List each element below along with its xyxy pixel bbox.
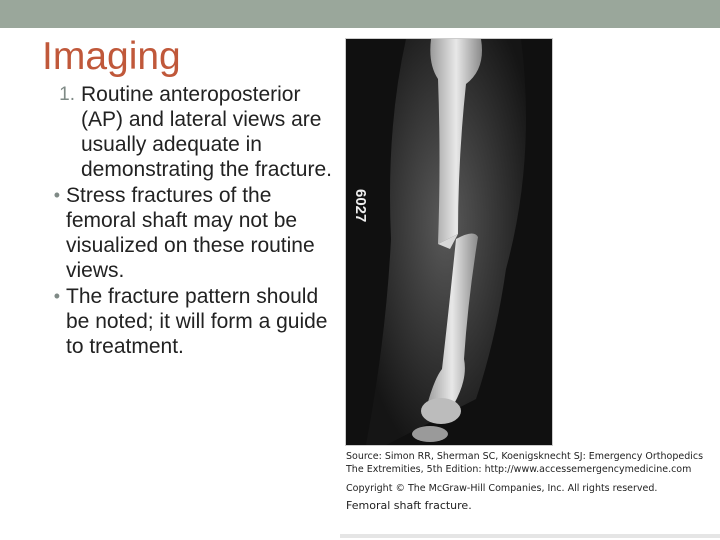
xray-image — [345, 38, 553, 446]
figure-caption-block — [346, 450, 720, 512]
bullet-dot: • — [53, 185, 60, 205]
bullet-text: Stress fractures of the femoral shaft may not be visualized on these routine views. — [66, 184, 315, 282]
slide-header-bar — [0, 0, 720, 28]
divider — [340, 534, 720, 538]
bullet-text: Routine anteroposterior (AP) and lateral views are usually adequate in demonstrating the fracture. — [81, 83, 332, 181]
copyright-text: Copyright © The McGraw-Hill Companies, Inc. All rights reserved. — [346, 483, 658, 494]
xray-marker-label — [352, 189, 369, 222]
source-line-2: The Extremities, 5th Edition: http://www.accessemergencymedicine.com — [346, 464, 692, 475]
slide-title: Imaging — [42, 35, 181, 78]
figure-caption: Femoral shaft fracture. — [346, 499, 472, 512]
bullet-list — [20, 82, 340, 360]
bullet-item — [20, 183, 340, 283]
svg-text:6027: 6027 — [352, 189, 369, 223]
bullet-dot: • — [53, 286, 60, 306]
femur-xray-illustration — [346, 39, 552, 445]
bullet-item — [20, 284, 340, 359]
figure — [340, 38, 720, 540]
bullet-text: The fracture pattern should be noted; it will form a guide to treatment. — [66, 285, 328, 358]
bullet-item — [20, 82, 340, 182]
bullet-number: 1. — [59, 84, 75, 105]
source-line: Source: Simon RR, Sherman SC, Koenigsknecht SJ: Emergency Orthopedics — [346, 451, 704, 462]
